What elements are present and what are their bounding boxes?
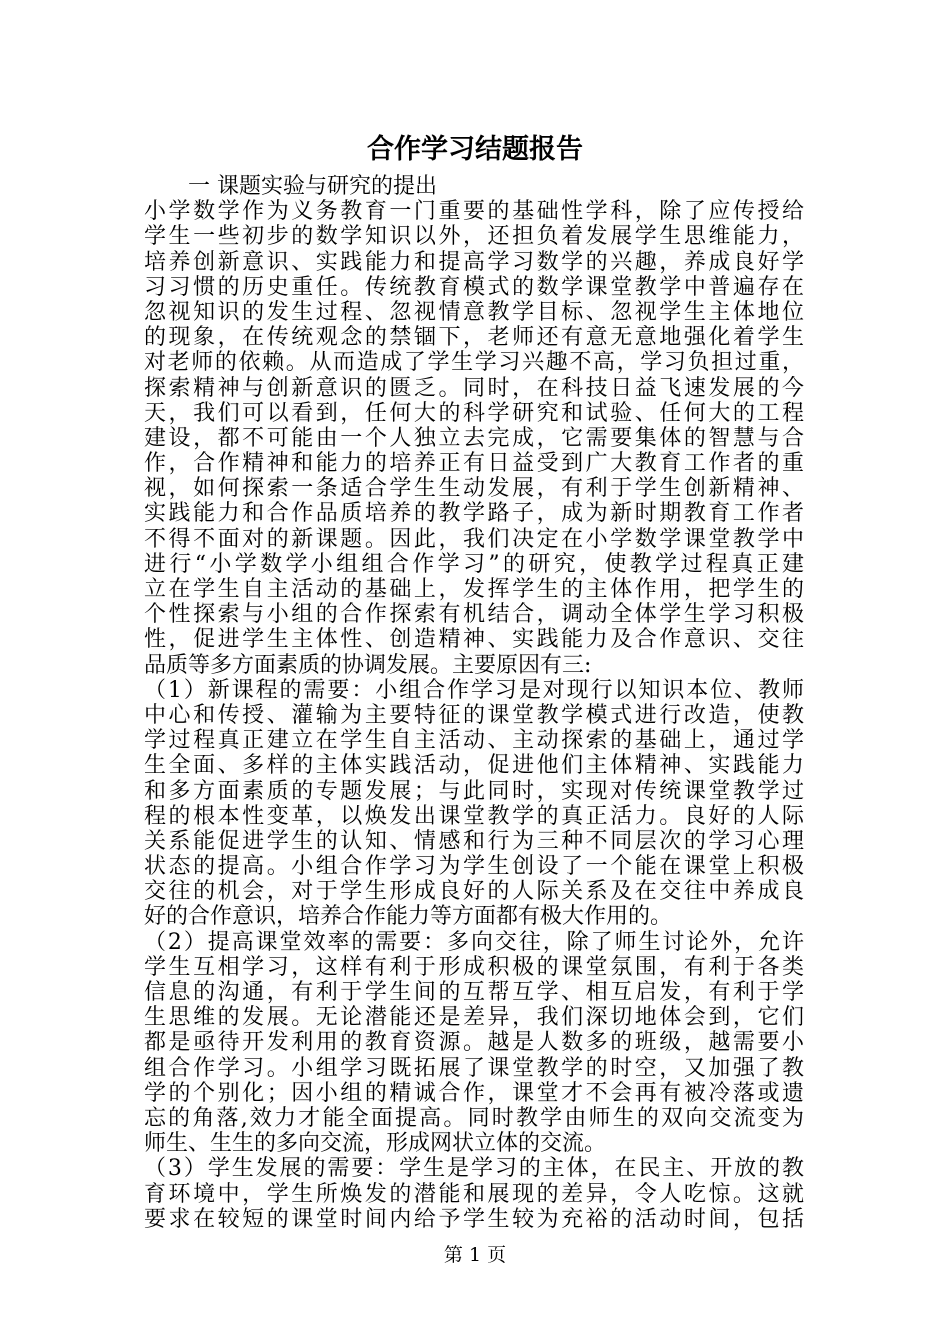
paragraph-line: 忘的角落,效力才能全面提高。同时教学由师生的双向交流变为 (144, 1105, 804, 1131)
paragraph-line: 天，我们可以看到，任何大的科学研究和试验、任何大的工程 (144, 400, 804, 426)
paragraph-line: 生思维的发展。无论潜能还是差异，我们深切地体会到，它们 (144, 1005, 804, 1031)
paragraph-line: （3）学生发展的需要：学生是学习的主体，在民主、开放的教 (144, 1156, 804, 1182)
paragraph-line: 不得不面对的新课题。因此，我们决定在小学数学课堂教学中 (144, 526, 804, 552)
paragraph-line: 作，合作精神和能力的培养正有日益受到广大教育工作者的重 (144, 451, 804, 477)
paragraph-line: 生全面、多样的主体实践活动，促进他们主体精神、实践能力 (144, 753, 804, 779)
paragraph-line: 学生一些初步的数学知识以外，还担负着发展学生思维能力， (144, 224, 804, 250)
paragraph-line: 探索精神与创新意识的匮乏。同时，在科技日益飞速发展的今 (144, 375, 804, 401)
document-title: 合作学习结题报告 (367, 134, 583, 165)
paragraph-line: 品质等多方面素质的协调发展。主要原因有三: (144, 652, 592, 678)
paragraph-line: 中心和传授、灌输为主要特征的课堂教学模式进行改造，使教 (144, 702, 804, 728)
paragraph-line: 交往的机会，对于学生形成良好的人际关系及在交往中养成良 (144, 879, 804, 905)
section-heading: 一 课题实验与研究的提出 (188, 174, 437, 199)
paragraph-line: 建设，都不可能由一个人独立去完成，它需要集体的智慧与合 (144, 425, 804, 451)
paragraph-line: 性，促进学生主体性、创造精神、实践能力及合作意识、交往 (144, 627, 804, 653)
paragraph-line: 信息的沟通，有利于学生间的互帮互学、相互启发，有利于学 (144, 980, 804, 1005)
paragraph-line: 学过程真正建立在学生自主活动、主动探索的基础上，通过学 (144, 728, 804, 754)
paragraph-line: 和多方面素质的专题发展；与此同时，实现对传统课堂教学过 (144, 778, 804, 804)
paragraph-line: 程的根本性变革，以焕发出课堂教学的真正活力。良好的人际 (144, 803, 804, 829)
paragraph-line: 都是亟待开发利用的教育资源。越是人数多的班级，越需要小 (144, 1030, 804, 1056)
paragraph-line: 对老师的依赖。从而造成了学生学习兴趣不高，学习负担过重， (144, 350, 804, 376)
paragraph-line: 视，如何探索一条适合学生生动发展，有利于学生创新精神、 (144, 476, 804, 502)
paragraph-line: 忽视知识的发生过程、忽视情意教学目标、忽视学生主体地位 (144, 299, 804, 325)
paragraph-line: （2）提高课堂效率的需要：多向交往，除了师生讨论外，允许 (144, 929, 804, 955)
paragraph-line: 的现象，在传统观念的禁锢下，老师还有意无意地强化着学生 (144, 325, 804, 351)
paragraph-line: 要求在较短的课堂时间内给予学生较为充裕的活动时间，包括 (144, 1206, 804, 1232)
paragraph-line: 实践能力和合作品质培养的教学路子，成为新时期教育工作者 (144, 501, 804, 527)
document-body (144, 174, 804, 1232)
paragraph-line: 关系能促进学生的认知、情感和行为三种不同层次的学习心理 (144, 828, 804, 854)
paragraph-line: 育环境中，学生所焕发的潜能和展现的差异，令人吃惊。这就 (144, 1181, 804, 1207)
paragraph-line: 师生、生生的多向交流，形成网状立体的交流。 (144, 1131, 607, 1157)
paragraph-line: 立在学生自主活动的基础上，发挥学生的主体作用，把学生的 (144, 577, 804, 602)
paragraph-line: 学的个别化；因小组的精诚合作，课堂才不会再有被冷落或遗 (144, 1080, 804, 1106)
paragraph-line: （1）新课程的需要：小组合作学习是对现行以知识本位、教师 (144, 677, 804, 703)
paragraph-line: 培养创新意识、实践能力和提高学习数学的兴趣，养成良好学 (144, 249, 804, 275)
page-number: 第 1 页 (443, 1244, 507, 1266)
paragraph-line: 小学数学作为义务教育一门重要的基础性学科，除了应传授给 (144, 199, 804, 225)
paragraph-line: 习习惯的历史重任。传统教育模式的数学课堂教学中普遍存在 (144, 274, 804, 300)
paragraph-line: 组合作学习。小组学习既拓展了课堂教学的时空，又加强了教 (144, 1055, 804, 1081)
paragraph-line: 学生互相学习，这样有利于形成积极的课堂氛围，有利于各类 (144, 954, 804, 980)
paragraph-line: 个性探索与小组的合作探索有机结合，调动全体学生学习积极 (144, 602, 804, 628)
paragraph-line: 进行“小学数学小组组合作学习”的研究，使教学过程真正建 (144, 551, 804, 577)
paragraph-line: 好的合作意识，培养合作能力等方面都有极大作用的。 (144, 904, 673, 930)
paragraph-line: 状态的提高。小组合作学习为学生创设了一个能在课堂上积极 (144, 854, 804, 880)
